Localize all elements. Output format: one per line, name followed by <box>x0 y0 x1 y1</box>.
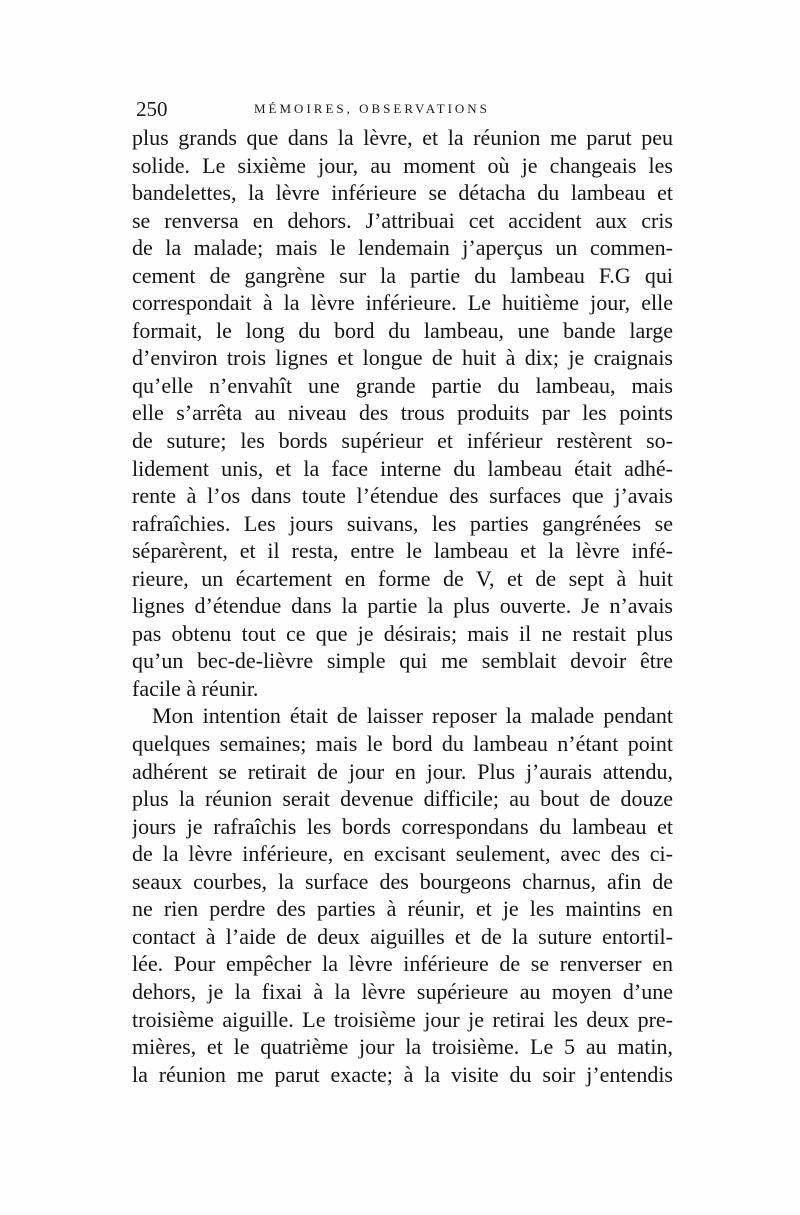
body-text <box>132 124 673 1088</box>
text-line: correspondait à la lèvre inférieure. Le huitième jour, elle <box>132 290 673 316</box>
text-line: se renversa en dehors. J’attribuai cet accident aux cris <box>132 207 673 233</box>
text-line: troisième aiguille. Le troisième jour je retirai les deux pre- <box>132 1006 673 1032</box>
text-line: elle s’arrêta au niveau des trous produits par les points <box>132 400 673 426</box>
text-line: de la lèvre inférieure, en excisant seulement, avec des ci- <box>132 841 673 867</box>
text-line: qu’elle n’envahît une grande partie du lambeau, mais <box>132 372 673 398</box>
text-line: rieure, un écartement en forme de V, et de sept à huit <box>132 565 673 591</box>
text-line: plus la réunion serait devenue difficile; au bout de douze <box>132 786 673 812</box>
text-line: séparèrent, et il resta, entre le lambeau et la lèvre infé- <box>132 538 673 564</box>
running-title: MÉMOIRES, OBSERVATIONS <box>254 101 490 116</box>
text-line: bandelettes, la lèvre inférieure se détacha du lambeau et <box>132 180 673 206</box>
text-line: Mon intention était de laisser reposer la malade pendant <box>152 703 673 729</box>
text-line: jours je rafraîchis les bords correspondans du lambeau et <box>132 813 673 839</box>
page-number: 250 <box>136 97 168 121</box>
text-line: seaux courbes, la surface des bourgeons charnus, afin de <box>132 868 673 894</box>
text-line: quelques semaines; mais le bord du lambeau n’étant point <box>132 731 673 757</box>
text-line: de suture; les bords supérieur et inférieur restèrent so- <box>132 428 673 454</box>
text-line: cement de gangrène sur la partie du lambeau F.G qui <box>132 262 673 288</box>
text-line: la réunion me parut exacte; à la visite du soir j’entendis <box>132 1061 673 1087</box>
text-line: pas obtenu tout ce que je désirais; mais il ne restait plus <box>132 620 673 646</box>
text-line: lidement unis, et la face interne du lambeau était adhé- <box>132 455 673 481</box>
text-line: de la malade; mais le lendemain j’aperçus un commen- <box>132 235 673 261</box>
text-line: lignes d’étendue dans la partie la plus ouverte. Je n’avais <box>132 593 673 619</box>
page-header <box>136 94 671 124</box>
text-line: rafraîchies. Les jours suivans, les parties gangrénées se <box>132 510 673 536</box>
text-line: contact à l’aide de deux aiguilles et de la suture entortil- <box>132 923 673 949</box>
text-line: facile à réunir. <box>132 675 259 701</box>
text-line: dehors, je la fixai à la lèvre supérieure au moyen d’une <box>132 978 673 1004</box>
text-line: rente à l’os dans toute l’étendue des surfaces que j’avais <box>132 483 673 509</box>
text-line: d’environ trois lignes et longue de huit à dix; je craignais <box>132 345 673 371</box>
text-line: lée. Pour empêcher la lèvre inférieure de se renverser en <box>132 951 673 977</box>
text-line: plus grands que dans la lèvre, et la réunion me parut peu <box>132 125 673 150</box>
text-line: adhérent se retirait de jour en jour. Plus j’aurais attendu, <box>132 758 673 784</box>
text-line: ne rien perdre des parties à réunir, et je les maintins en <box>132 896 673 922</box>
text-line: mières, et le quatrième jour la troisième. Le 5 au matin, <box>132 1034 673 1060</box>
text-line: solide. Le sixième jour, au moment où je changeais les <box>132 152 673 178</box>
text-line: qu’un bec-de-lièvre simple qui me semblait devoir être <box>132 648 673 674</box>
text-line: formait, le long du bord du lambeau, une bande large <box>132 317 673 343</box>
